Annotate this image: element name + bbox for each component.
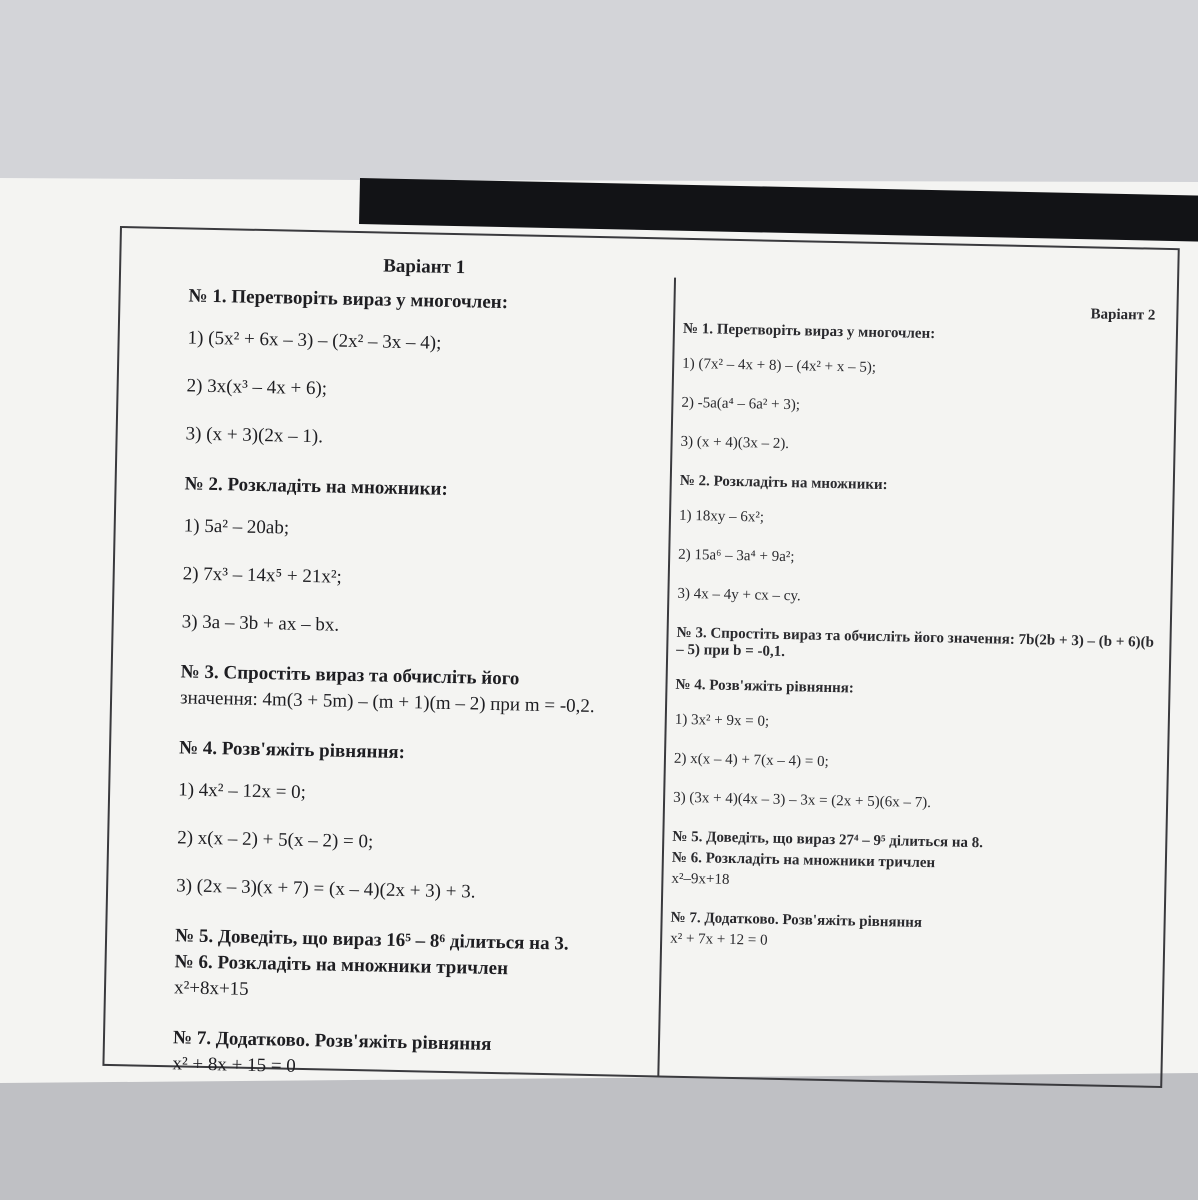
v1-task5: № 5. Доведіть, що вираз 16⁵ – 8⁶ ділиться на 3. [174, 925, 569, 955]
v2-task4-item: 1) 3x² + 9x = 0; [674, 711, 770, 730]
v2-task7-expr: x² + 7x + 12 = 0 [670, 930, 768, 949]
v1-task3-body: значення: 4m(3 + 5m) – (m + 1)(m – 2) при m = -0,2. [179, 687, 595, 718]
v1-task4-item: 1) 4x² – 12x = 0; [177, 779, 307, 804]
v2-task1-item: 1) (7x² – 4x + 8) – (4x² + x – 5); [682, 355, 877, 376]
v2-task4-title: № 4. Розв'яжіть рівняння: [675, 676, 855, 697]
v1-task3-title: № 3. Спростіть вираз та обчисліть його [180, 661, 520, 690]
v1-task7-title: № 7. Додатково. Розв'яжіть рівняння [172, 1027, 492, 1055]
v1-task2-item: 1) 5a² – 20ab; [183, 515, 290, 539]
v2-task2-item: 2) 15a⁶ – 3a⁴ + 9a²; [678, 546, 795, 566]
v1-task2-item: 2) 7x³ – 14x⁵ + 21x²; [182, 563, 343, 588]
v1-task1-item: 1) (5x² + 6x – 3) – (2x² – 3x – 4); [187, 327, 442, 354]
variant1-title: Варіант 1 [382, 255, 466, 279]
v2-task6-title: № 6. Розкладіть на множники тричлен [671, 849, 936, 872]
v2-task4-item: 2) x(x – 4) + 7(x – 4) = 0; [673, 750, 829, 770]
v1-task6-expr: x²+8x+15 [173, 977, 249, 1000]
v1-task1-item: 3) (x + 3)(2x – 1). [185, 423, 324, 448]
v2-task4-item: 3) (3x + 4)(4x – 3) – 3x = (2x + 5)(6x – 7). [672, 789, 932, 812]
v2-task2-item: 3) 4x – 4y + cx – cy. [677, 585, 801, 605]
v1-task1-title: № 1. Перетворіть вираз у многочлен: [188, 285, 509, 314]
v1-task2-item: 3) 3a – 3b + ax – bx. [181, 611, 340, 636]
v2-task3: № 3. Спростіть вираз та обчисліть його значення: 7b(2b + 3) – (b + 6)(b – 5) при b = -0,1. [676, 624, 1155, 661]
v1-task6-title: № 6. Розкладіть на множники тричлен [174, 951, 509, 980]
v1-task4-item: 2) x(x – 2) + 5(x – 2) = 0; [176, 827, 374, 853]
v2-task1-item: 3) (x + 4)(3x – 2). [680, 433, 790, 453]
variant1-column [172, 251, 660, 1111]
worksheet [102, 226, 1179, 1088]
v2-task1-item: 2) -5a(a⁴ – 6a² + 3); [681, 394, 801, 414]
v1-task1-item: 2) 3x(x³ – 4x + 6); [186, 375, 328, 400]
v1-task2-title: № 2. Розкладіть на множники: [184, 473, 449, 500]
v2-task6-expr: x²–9x+18 [671, 870, 730, 888]
v1-task4-item: 3) (2x – 3)(x + 7) = (x – 4)(2x + 3) + 3. [175, 875, 476, 903]
variant2-column [670, 298, 1164, 980]
variant2-title: Варіант 2 [1090, 306, 1156, 324]
v2-task5: № 5. Доведіть, що вираз 27⁴ – 9⁵ ділиться на 8. [672, 828, 984, 852]
v2-task7-title: № 7. Додатково. Розв'яжіть рівняння [670, 909, 923, 931]
v2-task2-title: № 2. Розкладіть на множники: [679, 472, 888, 494]
v2-task1-title: № 1. Перетворіть вираз у многочлен: [682, 320, 936, 343]
v1-task4-title: № 4. Розв'яжіть рівняння: [178, 737, 406, 764]
v1-task7-expr: x² + 8x + 15 = 0 [172, 1053, 297, 1077]
v2-task2-item: 1) 18xy – 6x²; [678, 507, 765, 526]
background-top [0, 0, 1198, 200]
